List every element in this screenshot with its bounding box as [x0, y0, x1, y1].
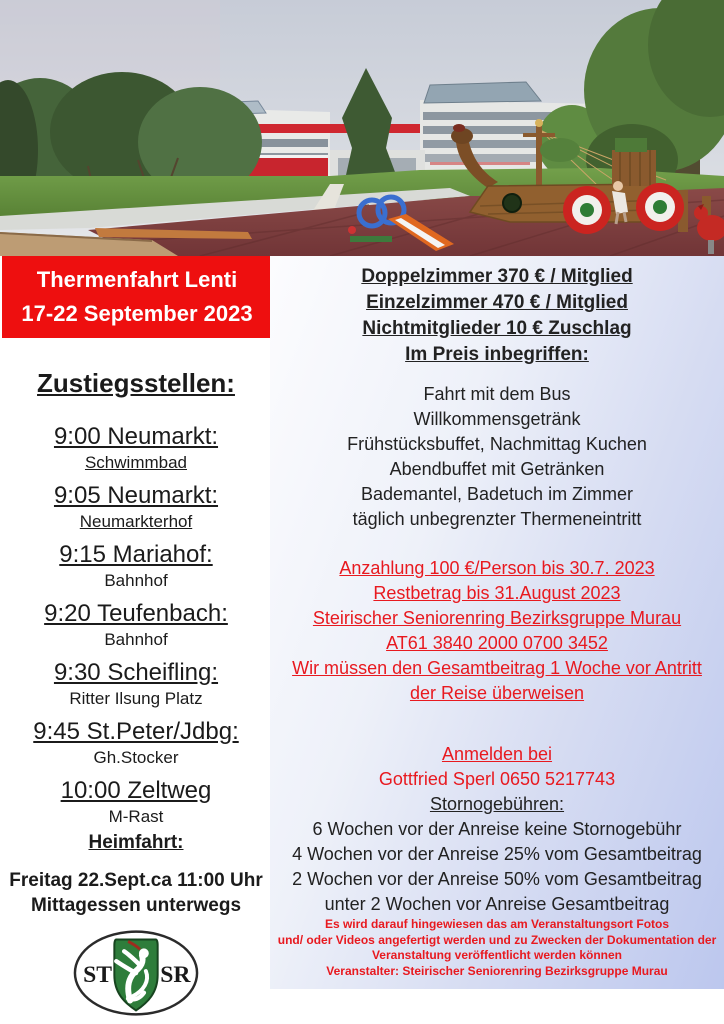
stop-time: 9:45 St.Peter/Jdbg:	[33, 718, 239, 745]
event-dates: 17-22 September 2023	[21, 301, 253, 327]
price-line-double: Doppelzimmer 370 € / Mitglied	[361, 266, 633, 287]
organizer-line: Veranstalter: Steirischer Seniorenring Bezirksgruppe Murau	[326, 963, 668, 978]
register-contact: Gottfried Sperl 0650 5217743	[378, 769, 616, 789]
stop-place: Bahnhof	[104, 571, 168, 590]
included-item: Fahrt mit dem Bus	[423, 384, 571, 404]
included-item: täglich unbegrenzter Thermeneintritt	[352, 509, 642, 529]
payment-line: der Reise überweisen	[409, 683, 585, 703]
event-title: Thermenfahrt Lenti	[36, 266, 238, 292]
stop-place: Schwimmbad	[84, 453, 188, 472]
stop-place: Bahnhof	[104, 630, 168, 649]
return-trip-line: Freitag 22.Sept.ca 11:00 Uhr	[9, 870, 263, 891]
boarding-stop	[0, 541, 272, 591]
payment-line: Steirischer Seniorenring Bezirksgruppe Murau	[312, 608, 682, 628]
included-heading: Im Preis inbegriffen:	[405, 344, 589, 365]
stop-place: Ritter Ilsung Platz	[69, 689, 203, 708]
payment-line: Anzahlung 100 €/Person bis 30.7. 2023	[339, 558, 655, 578]
campus-photo	[0, 0, 724, 256]
stop-time: 9:05 Neumarkt:	[53, 482, 219, 509]
spacer	[270, 706, 724, 742]
payment-line: Restbetrag bis 31.August 2023	[373, 583, 621, 603]
stop-time: 9:00 Neumarkt:	[53, 423, 219, 450]
included-item: Willkommensgetränk	[413, 409, 581, 429]
boarding-stop	[0, 423, 272, 473]
storno-heading: Stornogebühren:	[429, 794, 565, 814]
storno-rule: 6 Wochen vor der Anreise keine Stornogebühr	[312, 819, 682, 839]
boarding-heading: Zustiegsstellen:	[37, 368, 235, 398]
included-item: Bademantel, Badetuch im Zimmer	[360, 484, 634, 504]
boarding-stop	[0, 718, 272, 768]
payment-iban: AT61 3840 2000 0700 3452	[386, 633, 608, 653]
price-line-single: Einzelzimmer 470 € / Mitglied	[366, 292, 628, 313]
seniorenring-logo	[71, 927, 201, 1019]
stop-place: Neumarkterhof	[79, 512, 193, 531]
boarding-stop-list	[0, 423, 272, 827]
storno-rule: 2 Wochen vor der Anreise 50% vom Gesamtbeitrag	[292, 869, 702, 889]
boarding-column	[0, 344, 272, 1019]
price-line-nonmember: Nichtmitglieder 10 € Zuschlag	[362, 318, 632, 339]
return-lunch-line: Mittagessen unterwegs	[30, 895, 242, 916]
logo-st-text: ST	[83, 961, 113, 988]
storno-rule: 4 Wochen vor der Anreise 25% vom Gesamtbeitrag	[292, 844, 702, 864]
payment-line: Wir müssen den Gesamtbeitrag 1 Woche vor Antritt	[292, 658, 702, 678]
boarding-stop	[0, 659, 272, 709]
included-item: Abendbuffet mit Getränken	[389, 459, 605, 479]
event-banner	[2, 256, 272, 338]
spacer	[270, 532, 724, 556]
stop-place: M-Rast	[108, 807, 164, 826]
stop-time: 10:00 Zeltweg	[60, 777, 212, 804]
boarding-stop	[0, 600, 272, 650]
stop-place: Gh.Stocker	[93, 748, 179, 767]
stop-time: 9:30 Scheifling:	[53, 659, 219, 686]
spacer	[270, 368, 724, 382]
photo-notice-line: Es wird darauf hingewiesen das am Veranstaltungsort Fotos	[324, 917, 670, 931]
boarding-stop	[0, 777, 272, 827]
storno-rule: unter 2 Wochen vor Anreise Gesamtbeitrag	[324, 894, 670, 914]
heimfahrt-heading: Heimfahrt:	[88, 832, 184, 853]
stop-time: 9:15 Mariahof:	[59, 541, 213, 568]
register-heading: Anmelden bei	[441, 744, 553, 764]
included-item: Frühstücksbuffet, Nachmittag Kuchen	[347, 434, 647, 454]
info-column	[270, 256, 724, 989]
boarding-stop	[0, 482, 272, 532]
photo-notice-line: Veranstaltung veröffentlicht werden können	[371, 948, 623, 962]
stop-time: 9:20 Teufenbach:	[44, 600, 228, 627]
logo-sr-text: SR	[160, 961, 191, 988]
photo-notice-line: und/ oder Videos angefertigt werden und zu Zwecken der Dokumentation der	[277, 932, 717, 947]
